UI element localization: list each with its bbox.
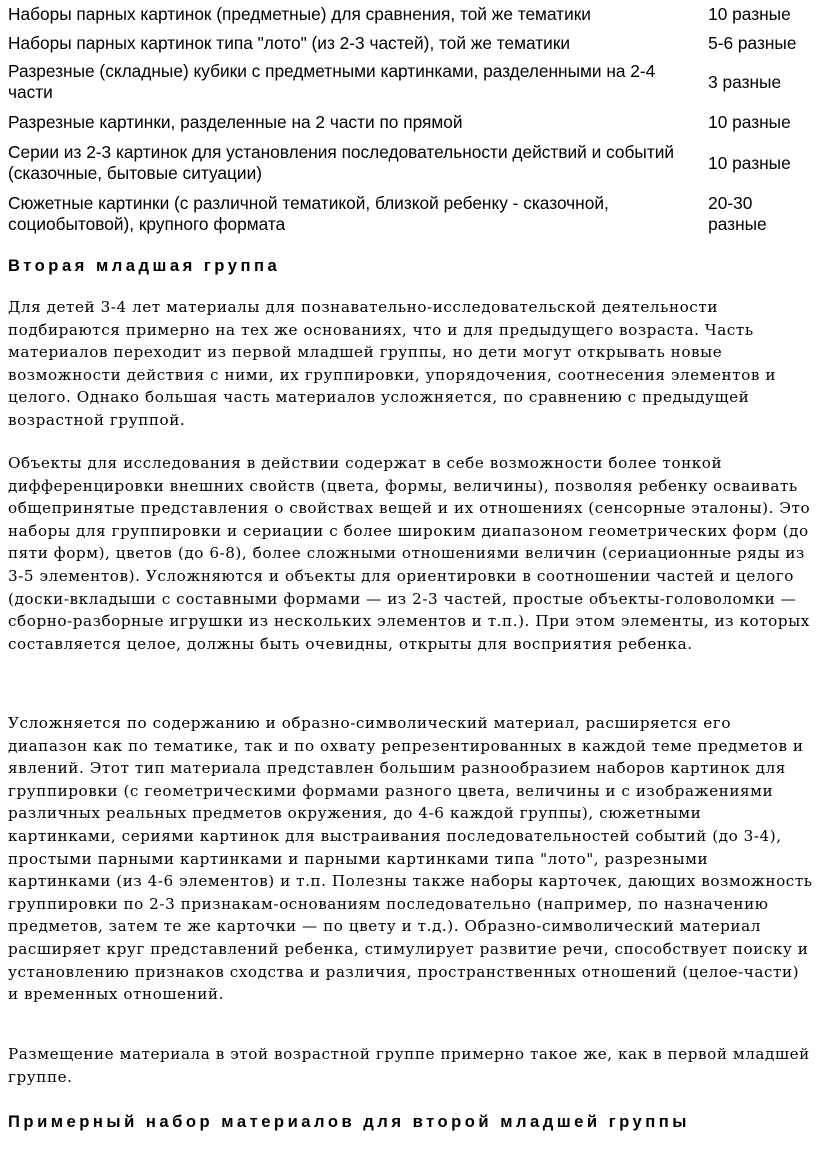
table-row xyxy=(2,107,814,137)
paragraph: Для детей 3-4 лет материалы для познавательно-исследовательской деятельности подбираются примерно на тех же основаниях, что и для предыдущего возраста. Часть материалов переходит из первой младшей группы, но дети могут открывать новые возможности действия с ними, их группировки, упорядочения, соотнесения элементов и целого. Однако большая часть материалов усложняется, по сравнению с предыдущей возрастной группой. xyxy=(8,298,777,429)
row-quantity: 3 разные xyxy=(708,71,782,92)
row-description: Серии из 2-3 картинок для установления последовательности действий и событий (сказочные, бытовые ситуации) xyxy=(8,142,675,183)
table-row xyxy=(2,189,814,239)
paragraph: Объекты для исследования в действии содержат в себе возможности более тонкой дифференцировки внешних свойств (цвета, формы, величины), позволяя ребенку осваивать общепринятые представления о свойствах вещей и их отношениях (сенсорные эталоны). Это наборы для группировки и сериации с более широким диапазоном геометрических форм (до пяти форм), цветов (до 6-8), более сложными отношениями величин (сериационные ряды из 3-5 элементов). Усложняются и объекты для ориентировки в соотношении частей и целого (доски-вкладыши с составными формами — из 2-3 частей, простые объекты-головоломки — сборно-разборные игрушки из нескольких элементов и т.п.). При этом элементы, из которых составляется целое, должны быть очевидны, открыты для восприятия ребенка. xyxy=(8,454,811,653)
row-description: Наборы парных картинок (предметные) для сравнения, той же тематики xyxy=(8,4,591,24)
row-quantity: 20-30 разные xyxy=(708,193,767,234)
section-heading: Вторая младшая группа xyxy=(8,256,281,275)
table-row xyxy=(2,0,814,29)
row-description: Разрезные картинки, разделенные на 2 части по прямой xyxy=(8,111,463,132)
paragraph: Размещение материала в этой возрастной группе примерно такое же, как в первой младшей группе. xyxy=(8,1045,810,1086)
row-quantity: 10 разные xyxy=(708,152,791,173)
row-description: Сюжетные картинки (с различной тематикой, близкой ребенку - сказочной, социобытовой), крупного формата xyxy=(8,193,609,234)
table-row xyxy=(2,29,814,57)
next-section-heading: Примерный набор материалов для второй младшей группы xyxy=(8,1112,690,1131)
row-quantity: 5-6 разные xyxy=(708,32,797,53)
row-quantity: 10 разные xyxy=(708,111,791,132)
table-row xyxy=(2,137,814,189)
materials-table xyxy=(2,0,814,239)
row-description: Разрезные (складные) кубики с предметными картинками, разделенными на 2-4 части xyxy=(8,61,656,102)
row-quantity: 10 разные xyxy=(708,4,791,24)
row-description: Наборы парных картинок типа "лото" (из 2-3 частей), той же тематики xyxy=(8,32,571,53)
paragraph: Усложняется по содержанию и образно-символический материал, расширяется его диапазон как по тематике, так и по охвату репрезентированных в каждой теме предметов и явлений. Этот тип материала представлен большим разнообразием наборов картинок для группировки (с геометрическими формами разного цвета, величины и с изображениями различных реальных предметов окружения, до 4-6 каждой группы), сюжетными картинками, сериями картинок для выстраивания последовательностей событий (до 3-4), простыми парными картинками и парными картинками типа "лото", разрезными картинками (из 4-6 элементов) и т.п. Полезны также наборы карточек, дающих возможность группировки по 2-3 признакам-основаниям последовательно (например, по назначению предметов, затем те же карточки — по цвету и т.д.). Образно-символический материал расширяет круг представлений ребенка, стимулирует развитие речи, способствует поиску и установлению признаков сходства и различия, пространственных отношений (целое-части) и временных отношений. xyxy=(8,714,813,1004)
table-row xyxy=(2,57,814,107)
